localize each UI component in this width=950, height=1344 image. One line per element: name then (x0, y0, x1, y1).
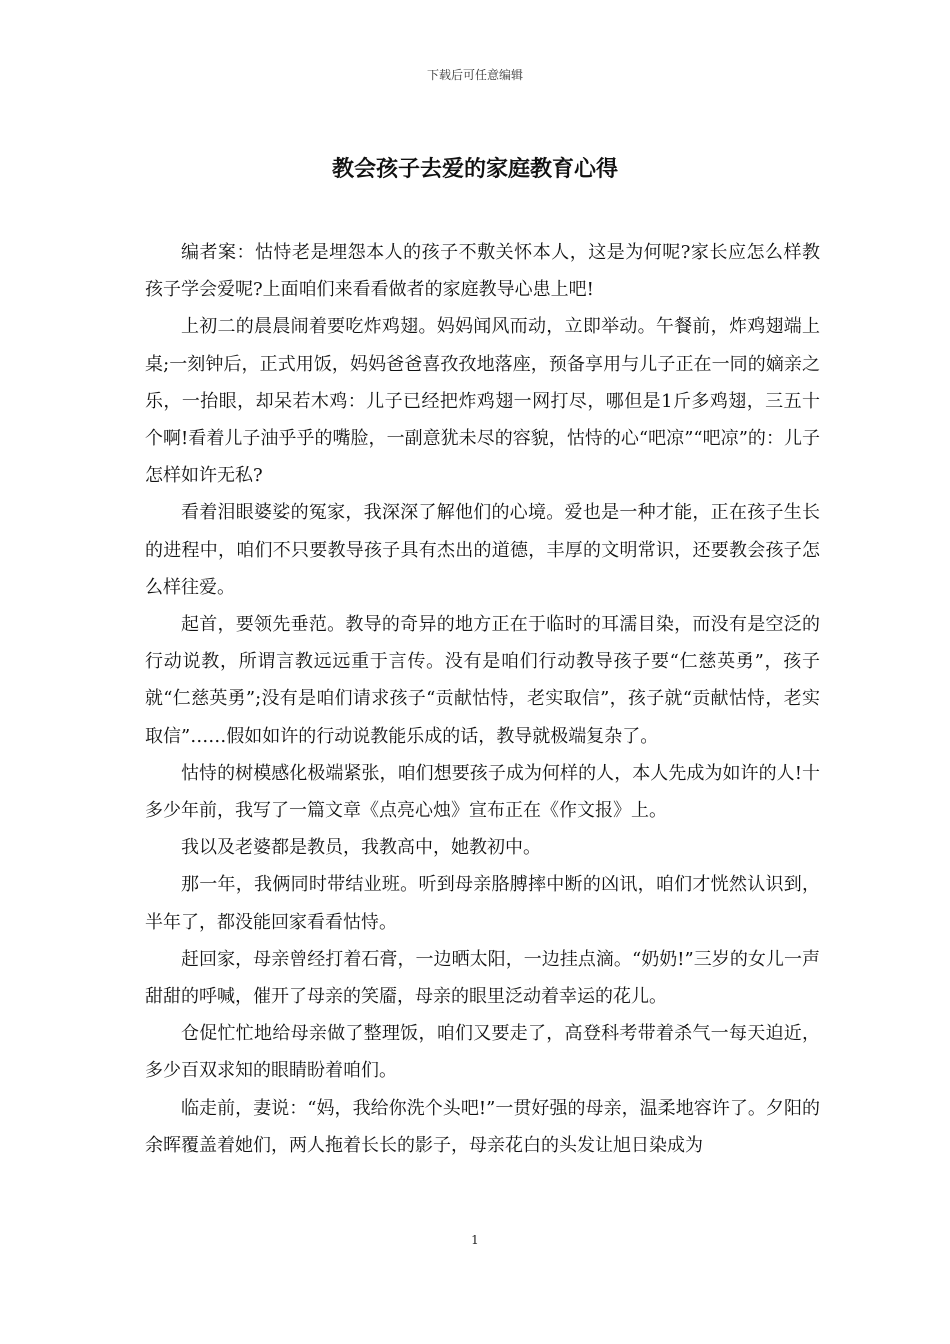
paragraph: 我以及老婆都是教员，我教高中，她教初中。 (181, 837, 541, 859)
page-number: 1 (471, 1233, 479, 1247)
paragraph: 仓促忙忙地给母亲做了整理饭，咱们又要走了，高登科考带着杀气一每天迫近，多少百双求知的眼睛盼着咱们。 (145, 1023, 820, 1082)
paragraph: 上初二的晨晨闹着要吃炸鸡翅。妈妈闻风而动，立即举动。午餐前，炸鸡翅端上桌;一刻钟后，正式用饭，妈妈爸爸喜孜孜地落座，预备享用与儿子正在一同的嫡亲之乐，一抬眼，却呆若木鸡：儿子已经把炸鸡翅一网打尽，哪但是1斤多鸡翅，三五十个啊!看着儿子油乎乎的嘴脸，一副意犹未尽的容貌，怙恃的心“吧凉”“吧凉”的：儿子怎样如许无私? (145, 316, 820, 487)
paragraph: 那一年，我俩同时带结业班。听到母亲胳膊摔中断的凶讯，咱们才恍然认识到，半年了，都没能回家看看怙恃。 (145, 874, 820, 933)
paragraph: 编者案：怙恃老是埋怨本人的孩子不敷关怀本人，这是为何呢?家长应怎么样教孩子学会爱呢?上面咱们来看看做者的家庭教导心患上吧! (145, 242, 820, 301)
header-note: 下载后可任意编辑 (426, 68, 523, 82)
document-body (145, 234, 820, 1164)
paragraph: 赶回家，母亲曾经打着石膏，一边晒太阳，一边挂点滴。“奶奶!”三岁的女儿一声甜甜的呼喊，催开了母亲的笑靥，母亲的眼里泛动着幸运的花儿。 (145, 948, 820, 1008)
paragraph: 临走前，妻说：“妈，我给你洗个头吧!”一贯好强的母亲，温柔地容许了。夕阳的余晖覆盖着她们，两人拖着长长的影子，母亲花白的头发让旭日染成为 (145, 1097, 820, 1156)
paragraph: 看着泪眼婆娑的冤家，我深深了解他们的心境。爱也是一种才能，正在孩子生长的进程中，咱们不只要教导孩子具有杰出的道德，丰厚的文明常识，还要教会孩子怎么样往爱。 (145, 502, 820, 598)
document-title: 教会孩子去爱的家庭教育心得 (331, 157, 618, 182)
paragraph: 怙恃的树模感化极端紧张，咱们想要孩子成为何样的人，本人先成为如许的人!十多少年前，我写了一篇文章《点亮心烛》宣布正在《作文报》上。 (145, 762, 820, 822)
paragraph: 起首，要领先垂范。教导的奇异的地方正在于临时的耳濡目染，而没有是空泛的行动说教，所谓言教远远重于言传。没有是咱们行动教导孩子要“仁慈英勇”，孩子就“仁慈英勇”;没有是咱们请求孩子“贡献怙恃，老实取信”，孩子就“贡献怙恃，老实取信”……假如如许的行动说教能乐成的话，教导就极端复杂了。 (145, 614, 820, 747)
